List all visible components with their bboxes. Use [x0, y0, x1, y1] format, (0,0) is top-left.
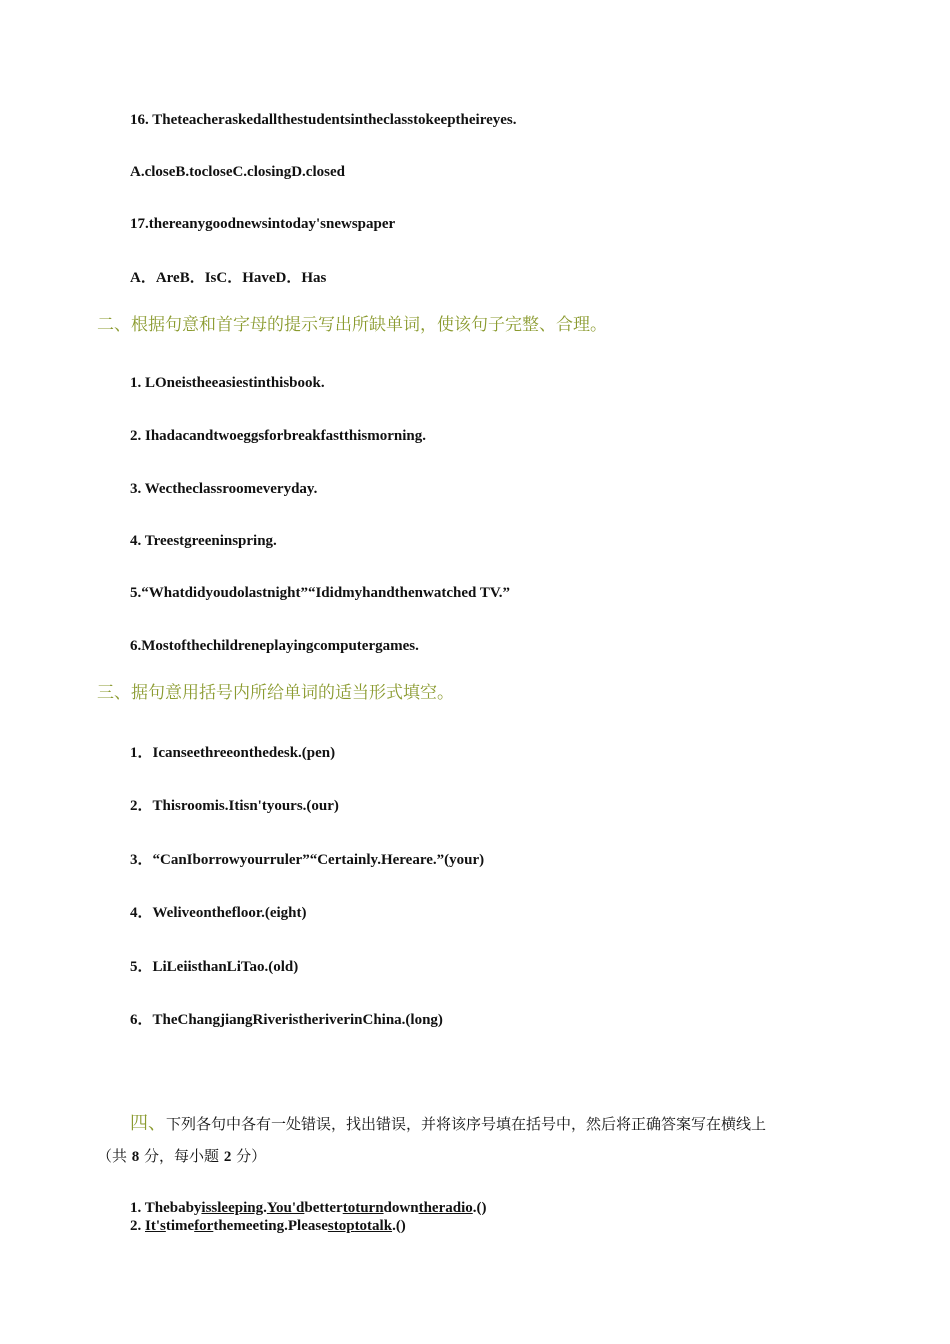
item-1-answer-blank: .()	[472, 1200, 487, 1216]
section-2-item-2: 2. Ihadacandtwoeggsforbreakfastthismorning.	[130, 428, 426, 444]
section-4-item-2	[130, 1217, 406, 1236]
section-3-heading: 三、据句意用括号内所给单词的适当形式填空。	[97, 683, 454, 703]
item-2-prefix: 2.	[130, 1218, 145, 1234]
item-2-option-a: It's	[145, 1218, 166, 1234]
score-open: （共	[97, 1147, 132, 1165]
section-3-item-4: 4．Weliveonthefloor.(eight)	[130, 905, 307, 921]
item-2-option-b: for	[194, 1218, 214, 1234]
item-2-option-c: stop	[327, 1218, 355, 1234]
score-total: 8	[131, 1149, 140, 1165]
section-2-item-1: 1. LOneistheeasiestinthisbook.	[130, 375, 325, 391]
item-1-option-a: issleeping	[201, 1200, 264, 1216]
question-16-options: A.closeB.tocloseC.closingD.closed	[130, 164, 345, 180]
section-2-heading: 二、根据句意和首字母的提示写出所缺单词，使该句子完整、合理。	[97, 315, 607, 335]
section-3-item-2: 2．Thisroomis.Itisn'tyours.(our)	[130, 798, 339, 814]
item-1-better: better	[304, 1200, 343, 1216]
section-2-item-3: 3. Wectheclassroomeveryday.	[130, 481, 318, 497]
item-1-down: down	[383, 1200, 419, 1216]
section-2-item-6: 6.Mostofthechildreneplayingcomputergames.	[130, 638, 419, 654]
item-1-option-c: toturn	[342, 1200, 384, 1216]
item-1-option-d: theradio	[418, 1200, 473, 1216]
section-2-item-4: 4. Treestgreeninspring.	[130, 533, 277, 549]
section-4-item-1	[130, 1199, 487, 1218]
score-mid: 分，每小题	[139, 1147, 224, 1165]
section-4-instruction: 下列各句中各有一处错误，找出错误，并将该序号填在括号中，然后将正确答案写在横线上	[166, 1115, 767, 1133]
section-3-item-1: 1．Icanseethreeonthedesk.(pen)	[130, 745, 336, 761]
item-2-answer-blank: .()	[392, 1218, 406, 1234]
score-each: 2	[223, 1149, 232, 1165]
section-4-heading	[130, 1112, 766, 1136]
item-1-option-b: You'd	[266, 1200, 305, 1216]
section-3-item-3: 3．“CanIborrowyourruler”“Certainly.Hereare.”(your)	[130, 852, 485, 868]
item-1-baby: baby	[169, 1200, 202, 1216]
score-close: 分）	[231, 1147, 267, 1165]
item-2-option-d: totalk	[354, 1218, 393, 1234]
item-2-meeting: themeeting.Please	[213, 1218, 328, 1234]
section-3-item-5: 5．LiLeiisthanLiTao.(old)	[130, 959, 299, 975]
item-2-time: time	[165, 1218, 195, 1234]
section-2-item-5: 5.“Whatdidyoudolastnight”“Ididmyhandthenwatched TV.”	[130, 585, 510, 601]
section-4-score-note	[97, 1145, 266, 1168]
section-3-item-6: 6．TheChangjiangRiveristheriverinChina.(long)	[130, 1012, 443, 1028]
item-1-dot: .	[263, 1200, 267, 1216]
section-4-number: 四、	[130, 1113, 166, 1134]
question-17-stem: 17.thereanygoodnewsintoday'snewspaper	[130, 216, 396, 232]
question-16-stem: 16. Theteacheraskedallthestudentsintheclasstokeeptheireyes.	[130, 112, 517, 128]
item-1-prefix: 1. The	[130, 1200, 170, 1216]
question-17-options: A．AreB．IsC．HaveD．Has	[130, 270, 327, 286]
